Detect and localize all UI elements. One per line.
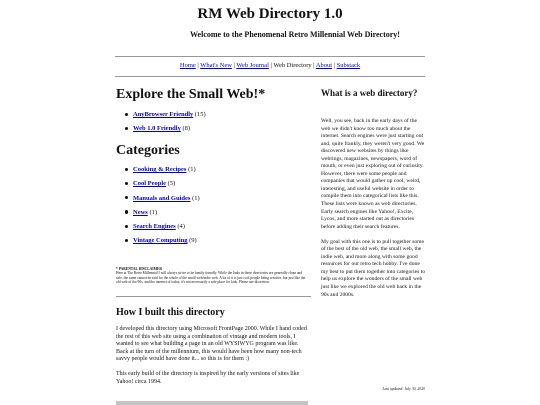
how-paragraph: I developed this directory using Microsoft FrontPage 2000. While I hand coded the rest of this web site using a combination of vintage and modern tools, I wanted to see what building a page in an old WYSIWYG program was like. Back at the turn of the millennium, this would have been how many non-tech savvy people would have done it... so this is for them :) (116, 326, 307, 363)
list-item-manuals-and-guides (133, 194, 200, 208)
link-anybrowser-friendly[interactable]: AnyBrowser Friendly (133, 111, 194, 118)
nav-link-home[interactable]: Home (179, 62, 196, 69)
item-count: (1) (188, 166, 196, 173)
nav-bottom-divider (115, 76, 425, 77)
link-news[interactable]: News (133, 208, 148, 216)
sidebar-heading: What is a web directory? (321, 88, 418, 98)
nav-separator: | (270, 62, 272, 69)
item-count: (4) (177, 223, 185, 231)
item-count: (9) (189, 237, 197, 245)
list-item-vintage-computing (133, 236, 200, 250)
nav-top-divider (115, 56, 425, 57)
list-item-cooking-recipes (133, 165, 200, 179)
last-updated: Last updated: July 30, 2020 (382, 387, 425, 391)
list-item-search-engines (133, 222, 200, 236)
link-manuals-and-guides[interactable]: Manuals and Guides (133, 194, 191, 202)
main-nav (115, 62, 425, 69)
site-tagline: Welcome to the Phenomenal Retro Millennial Web Directory! (190, 30, 400, 39)
link-cool-people[interactable]: Cool People (133, 180, 167, 188)
nav-separator: | (313, 62, 315, 69)
link-vintage-computing[interactable]: Vintage Computing (133, 237, 188, 245)
disclaimer-title: * PARENTAL DISCLAIMER (116, 267, 162, 271)
explore-list (116, 110, 206, 139)
nav-separator: | (197, 62, 199, 69)
item-count: (15) (194, 111, 206, 118)
horizontal-scrollbar[interactable] (116, 401, 308, 405)
nav-link-web-directory: Web Directory (273, 62, 312, 69)
list-item-web-1-0-friendly (133, 124, 206, 138)
sidebar-paragraph: My goal with this one is to pull together some of the best of the old web, the small web, the indie web, and more along with some good resources for our retro tech hobby. I've done my best to put them together into categories to help us explore the wonders of the small web just like we explored the old web back in the 90s and 2000s. (321, 238, 426, 298)
nav-link-what-s-new[interactable]: What's New (200, 62, 232, 69)
nav-link-substack[interactable]: Substack (336, 62, 361, 69)
parental-disclaimer (116, 267, 306, 284)
list-item-cool-people (133, 179, 200, 193)
nav-separator: | (333, 62, 336, 69)
item-count: (1) (149, 208, 158, 216)
link-cooking-recipes[interactable]: Cooking & Recipes (133, 166, 187, 173)
item-count: (5) (167, 180, 176, 188)
site-title: RM Web Directory 1.0 (197, 6, 343, 22)
nav-separator: | (233, 62, 235, 69)
section-divider (116, 296, 311, 297)
item-count: (1) (192, 194, 200, 202)
item-count: (8) (182, 125, 191, 133)
how-built-heading: How I built this directory (116, 307, 225, 318)
sidebar-paragraph: Well, you see, back in the early days of the web we didn't know too much about the internet. Search engines were just starting out and, quite frankly, they weren't very good. We discovered new websites by things like webrings, magazines, newspapers, word of mouth, or even just exploring out of curiosity. However, there were some people and companies that would gather up cool, weird, interesting, and useful website in order to compile them into categorical lists like this. These lists were known as web directories. Early search engines like Yahoo!, Excite, Lycos, and more started out as directories before adding their search features. (321, 118, 425, 230)
link-web-1-0-friendly[interactable]: Web 1.0 Friendly (133, 125, 181, 133)
how-paragraph: This early build of the directory is inspired by the early versions of sites like Yahoo! circa 1994. (116, 370, 300, 385)
sidebar-text (321, 118, 427, 307)
categories-heading: Categories (116, 143, 180, 158)
how-built-text (116, 326, 311, 393)
list-item-anybrowser-friendly (133, 110, 206, 124)
link-search-engines[interactable]: Search Engines (133, 223, 176, 231)
categories-list (116, 165, 200, 251)
explore-heading: Explore the Small Web!* (116, 87, 266, 102)
nav-link-about[interactable]: About (315, 62, 333, 69)
disclaimer-text: Here at The Retro Millennial I will always strive to be family friendly. While the links in these directories are generally clean and safe, the same cannot be said for the whole of the small web/indie web. A lot of it is just cool people being creative, but just like the old web of the 90s, and the internet of today, it's not necessarily a safe place for kids. Please use discretion. (116, 271, 306, 284)
nav-link-web-journal[interactable]: Web Journal (236, 62, 269, 69)
list-item-news (133, 208, 200, 222)
